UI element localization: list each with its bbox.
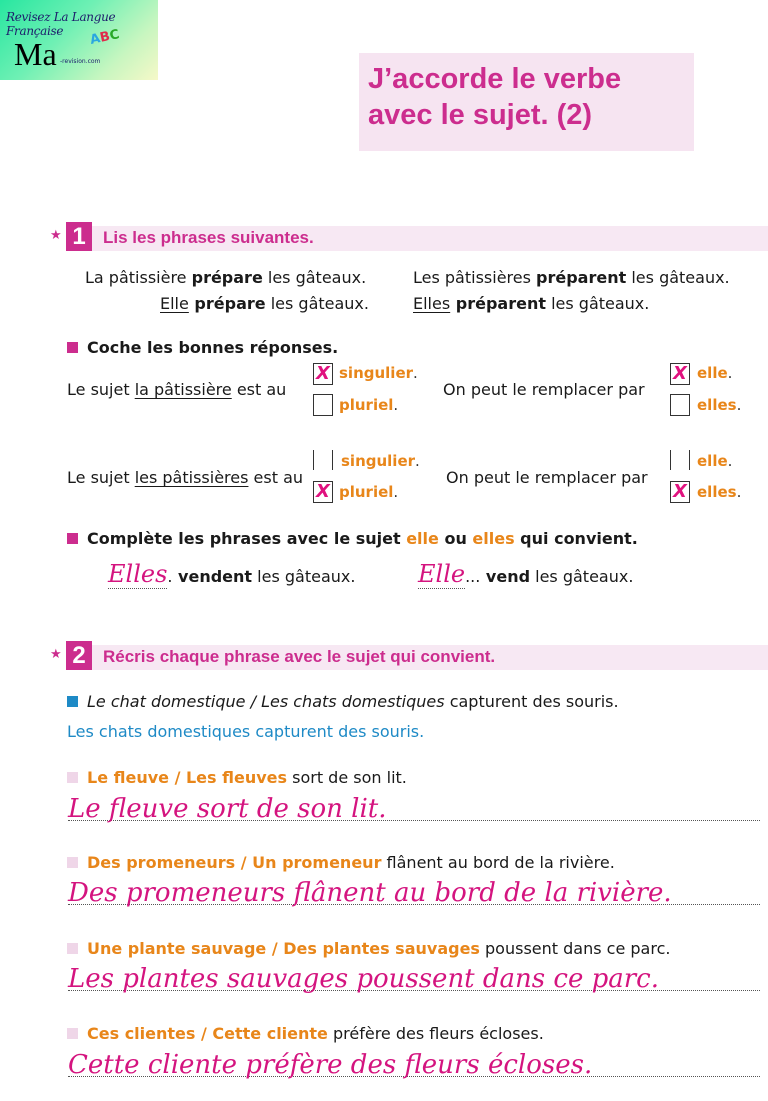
star-icon: ★ (50, 647, 62, 662)
option-pluriel-1: pluriel. (339, 396, 399, 414)
example-plural-2: Elles préparent les gâteaux. (413, 294, 650, 313)
answer-text-3: Les plantes sauvages poussent dans ce parc. (68, 964, 660, 994)
example-singular-2: Elle prépare les gâteaux. (160, 294, 369, 313)
option-elles-2: elles. (697, 483, 742, 501)
square-bullet-icon (67, 342, 78, 353)
question-1-replace-text: On peut le remplacer par (443, 380, 645, 399)
option-singulier-1: singulier. (339, 364, 418, 382)
answer-line-2[interactable] (68, 874, 760, 908)
square-bullet-icon (67, 1028, 78, 1039)
abc-icon: ABC (88, 27, 121, 48)
item-prompt-1: Le fleuve / Les fleuves sort de son lit. (67, 768, 407, 787)
page-title: J’accorde le verbe avec le sujet. (2) (368, 63, 622, 131)
exercise-number: 1 (66, 222, 92, 251)
exercise-number: 2 (66, 641, 92, 670)
example-answer: Les chats domestiques capturent des souris. (67, 722, 425, 741)
option-elle-1: elle. (697, 364, 733, 382)
square-bullet-icon (67, 533, 78, 544)
answer-line-4[interactable] (68, 1046, 760, 1080)
instruction-complete: Complète les phrases avec le sujet elle ou elles qui convient. (67, 529, 638, 548)
example-plural-1: Les pâtissières préparent les gâteaux. (413, 268, 730, 287)
answer-text-1: Le fleuve sort de son lit. (68, 794, 387, 824)
logo-tagline: Revisez La Langue Française (6, 10, 116, 38)
logo-brand: Ma (14, 36, 57, 72)
square-bullet-icon (67, 857, 78, 868)
instruction-check: Coche les bonnes réponses. (67, 338, 338, 357)
item-prompt-3: Une plante sauvage / Des plantes sauvages poussent dans ce parc. (67, 939, 670, 958)
question-1-text: Le sujet la pâtissière est au (67, 380, 287, 399)
example-singular-1: La pâtissière prépare les gâteaux. (85, 268, 367, 287)
checkbox-singulier-2[interactable] (313, 450, 333, 470)
star-icon: ★ (50, 228, 62, 243)
page-title-box (359, 53, 694, 151)
item-prompt-4: Ces clientes / Cette cliente préfère des fleurs écloses. (67, 1024, 544, 1043)
question-2-text: Le sujet les pâtissières est au (67, 468, 304, 487)
complete-sentence-2: Elle... vend les gâteaux. (418, 560, 634, 588)
checkbox-elle-1[interactable]: X (670, 363, 690, 385)
square-bullet-icon (67, 943, 78, 954)
answer-text-4: Cette cliente préfère des fleurs écloses. (68, 1050, 593, 1080)
option-pluriel-2: pluriel. (339, 483, 399, 501)
site-logo (0, 0, 158, 80)
complete-sentence-1: Elles. vendent les gâteaux. (108, 560, 356, 588)
item-prompt-2: Des promeneurs / Un promeneur flânent au bord de la rivière. (67, 853, 615, 872)
checkbox-elles-2[interactable]: X (670, 481, 690, 503)
option-elle-2: elle. (697, 452, 733, 470)
checkbox-elle-2[interactable] (670, 450, 690, 470)
question-2-replace-text: On peut le remplacer par (446, 468, 648, 487)
square-bullet-icon (67, 696, 78, 707)
example-prompt: Le chat domestique / Les chats domestiques capturent des souris. (67, 692, 619, 711)
answer-line-1[interactable] (68, 790, 760, 824)
exercise-heading: Récris chaque phrase avec le sujet qui convient. (103, 647, 496, 666)
answer-line-3[interactable] (68, 960, 760, 994)
option-singulier-2: singulier. (341, 452, 420, 470)
checkbox-pluriel-2[interactable]: X (313, 481, 333, 503)
square-bullet-icon (67, 772, 78, 783)
answer-text-2: Des promeneurs flânent au bord de la rivière. (68, 878, 672, 908)
exercise-1-header (50, 223, 768, 252)
option-elles-1: elles. (697, 396, 742, 414)
checkbox-pluriel-1[interactable] (313, 394, 333, 416)
answer-field-1[interactable]: Elles (108, 560, 168, 588)
answer-field-2[interactable]: Elle (418, 560, 466, 588)
exercise-2-header (50, 642, 768, 671)
exercise-heading: Lis les phrases suivantes. (103, 228, 314, 247)
checkbox-elles-1[interactable] (670, 394, 690, 416)
checkbox-singulier-1[interactable]: X (313, 363, 333, 385)
logo-site: -revision.com (60, 58, 101, 65)
